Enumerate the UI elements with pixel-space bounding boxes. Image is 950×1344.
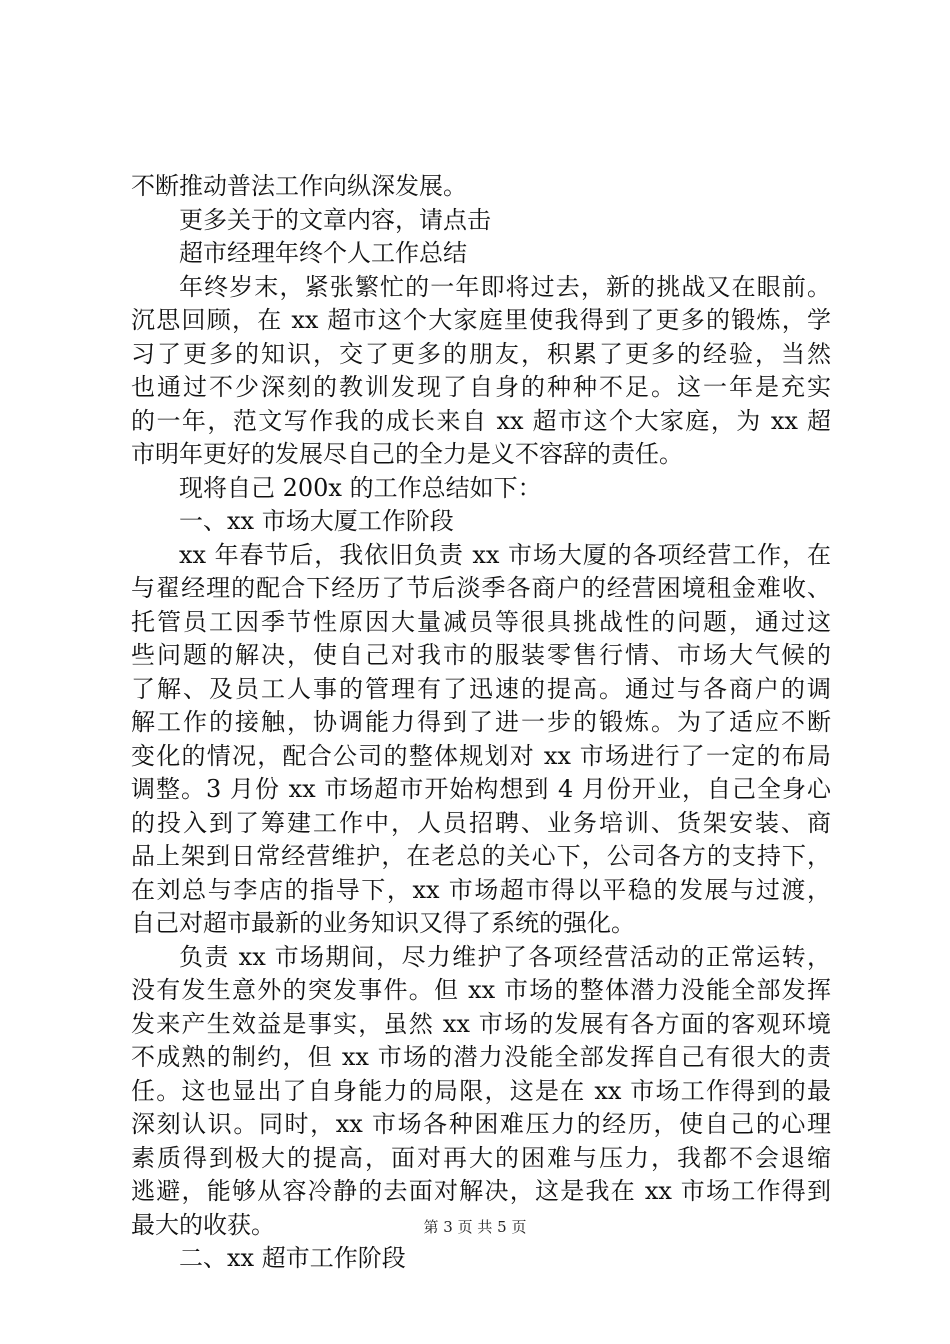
text-line: 深刻认识。同时，xx 市场各种困难压力的经历，使自己的心理 — [131, 1110, 831, 1138]
text-line: 不断推动普法工作向纵深发展。 — [131, 172, 467, 200]
text-line: 沉思回顾，在 xx 超市这个大家庭里使我得到了更多的锻炼，学 — [131, 306, 831, 334]
text-line: 发来产生效益是事实，虽然 xx 市场的发展有各方面的客观环境 — [131, 1009, 831, 1038]
text-line: 不成熟的制约，但 xx 市场的潜力没能全部发挥自己有很大的责 — [131, 1043, 831, 1071]
text-line: 习了更多的知识，交了更多的朋友，积累了更多的经验，当然 — [131, 339, 831, 368]
page-footer: 第 3 页 共 5 页 — [423, 1218, 527, 1236]
text-line: 逃避，能够从容冷静的去面对解决，这是我在 xx 市场工作得到 — [131, 1177, 831, 1205]
text-line: 市明年更好的发展尽自己的全力是义不容辞的责任。 — [131, 440, 683, 468]
text-line: 了解、及员工人事的管理有了迅速的提高。通过与各商户的调 — [131, 674, 831, 703]
text-line: 没有发生意外的突发事件。但 xx 市场的整体潜力没能全部发挥 — [131, 976, 831, 1004]
text-line: 更多关于的文章内容，请点击 — [179, 205, 491, 234]
text-line: 超市经理年终个人工作总结 — [179, 239, 467, 267]
text-line: 品上架到日常经营维护，在老总的关心下，公司各方的支持下， — [131, 842, 831, 870]
text-line: 调整。3 月份 xx 市场超市开始构想到 4 月份开业，自己全身心 — [131, 775, 831, 803]
text-line: 的投入到了筹建工作中，人员招聘、业务培训、货架安装、商 — [131, 808, 831, 837]
text-line: xx 年春节后，我依旧负责 xx 市场大厦的各项经营工作，在 — [179, 540, 831, 569]
text-line: 的一年，范文写作我的成长来自 xx 超市这个大家庭，为 xx 超 — [131, 406, 831, 435]
text-line: 在刘总与李店的指导下，xx 市场超市得以平稳的发展与过渡， — [131, 875, 831, 904]
text-line: 托管员工因季节性原因大量减员等很具挑战性的问题，通过这 — [131, 607, 831, 636]
text-line: 变化的情况，配合公司的整体规划对 xx 市场进行了一定的布局 — [131, 741, 831, 770]
document-body — [131, 170, 831, 1276]
text-line: 任。这也显出了自身能力的局限，这是在 xx 市场工作得到的最 — [131, 1076, 831, 1105]
text-line: 一、xx 市场大厦工作阶段 — [179, 507, 454, 535]
text-line: 些问题的解决，使自己对我市的服装零售行情、市场大气候的 — [131, 641, 831, 669]
text-line: 解工作的接触，协调能力得到了进一步的锻炼。为了适应不断 — [131, 708, 831, 736]
text-line: 现将自己 200x 的工作总结如下： — [179, 473, 542, 502]
text-line: 年终岁末，紧张繁忙的一年即将过去，新的挑战又在眼前。 — [179, 272, 831, 301]
text-line: 与翟经理的配合下经历了节后淡季各商户的经营困境租金难收、 — [131, 574, 831, 602]
text-line: 自己对超市最新的业务知识又得了系统的强化。 — [131, 909, 635, 937]
text-line: 最大的收获。 — [131, 1210, 275, 1239]
text-line: 负责 xx 市场期间，尽力维护了各项经营活动的正常运转， — [179, 942, 831, 971]
text-line: 也通过不少深刻的教训发现了自身的种种不足。这一年是充实 — [131, 373, 831, 401]
text-line: 素质得到极大的提高，面对再大的困难与压力，我都不会退缩 — [131, 1143, 831, 1172]
text-line: 二、xx 超市工作阶段 — [179, 1244, 406, 1272]
